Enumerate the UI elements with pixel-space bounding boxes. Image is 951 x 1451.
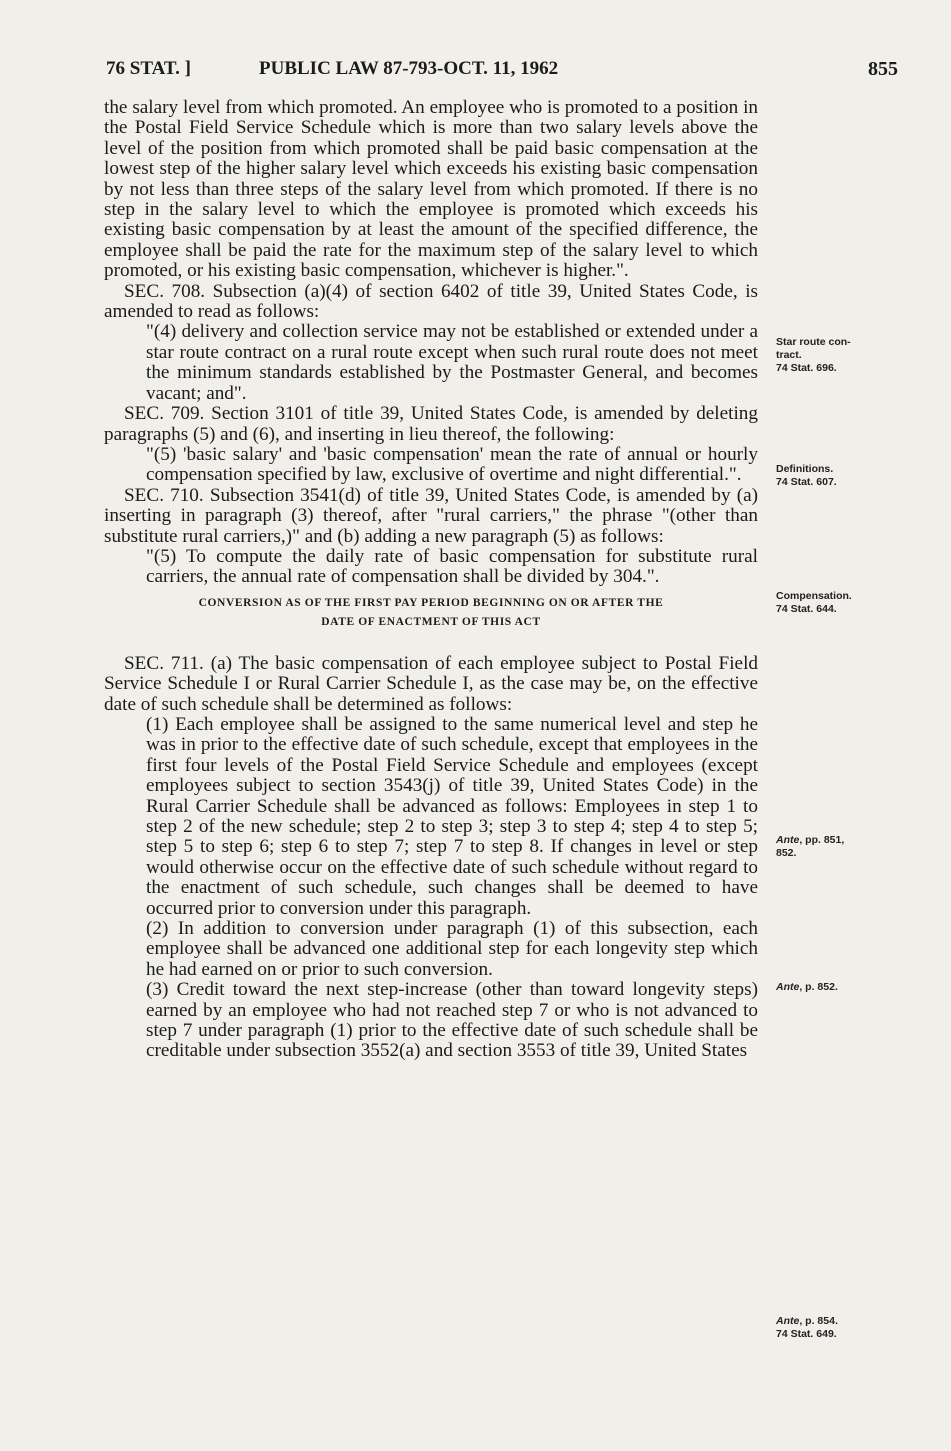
- section-711-para-1: (1) Each employee shall be assigned to the same numerical level and step he was in prior to the effective date of such schedule, except that employees in the first four levels of the Postal Field Service Schedule and employees (except employees subject to section 3543(j) of title 39, United States Code) in the Rural Carrier Schedule shall be advanced as follows: Employees in step 1 to step 2 of the new schedule; step 2 to step 3; step 3 to step 4; step 4 to step 5; step 5 to step 6; step 6 to step 7; step 7 to step 8. If changes in level or step would otherwise occur on the effective date of such schedule without regard to the enactment of such schedule, such changes shall be deemed to have occurred prior to conversion under this paragraph.: [146, 713, 758, 919]
- page-header: [106, 58, 898, 88]
- margin-note-definitions: Definitions. 74 Stat. 607.: [776, 463, 837, 488]
- section-709-quote: "(5) 'basic salary' and 'basic compensation' mean the rate of annual or hourly compensation specified by law, exclusive of overtime and night differential.".: [146, 443, 758, 486]
- section-711-para-3: (3) Credit toward the next step-increase (other than toward longevity steps) earned by an employee who had not reached step 7 or who is not advanced to step 7 under paragraph (1) prior to the effective date of such schedule shall be creditable under subsection 3552(a) and section 3553 of title 39, United States: [146, 979, 758, 1062]
- conversion-heading-line1: CONVERSION AS OF THE FIRST PAY PERIOD BEGINNING ON OR AFTER THE: [198, 596, 664, 609]
- section-711-para-2: (2) In addition to conversion under paragraph (1) of this subsection, each employee shall be advanced one additional step for each longevity step which he had earned on or prior to such conversion.: [146, 918, 758, 980]
- paragraph-continuation: the salary level from which promoted. An employee who is promoted to a position in the Postal Field Service Schedule which is more than two salary levels above the level of the position from which promoted shall be paid basic compensation at the lowest step of the higher salary level which exceeds his existing basic compensation by not less than three steps of the salary level from which promoted. If there is no step in the salary level to which the employee is promoted which exceeds his existing basic compensation by at least the amount of the specified difference, the employee shall be paid the rate for the maximum step of the salary level to which promoted, or his existing basic compensation, whichever is higher.".: [104, 97, 758, 282]
- statute-volume: 76 STAT. ]: [106, 58, 191, 79]
- section-708-quote: "(4) delivery and collection service may not be established or extended under a star route contract on a rural route except when such rural route does not meet the minimum standards established by the Postmaster General, and becomes vacant; and".: [146, 321, 758, 404]
- section-710-quote: "(5) To compute the daily rate of basic compensation for substitute rural carriers, the annual rate of compensation shall be divided by 304.".: [146, 545, 758, 588]
- margin-note-star-route: Star route con- tract. 74 Stat. 696.: [776, 336, 851, 374]
- page-number: 855: [868, 58, 898, 80]
- section-709: SEC. 709. Section 3101 of title 39, United States Code, is amended by deleting paragraphs (5) and (6), and inserting in lieu thereof, the following:: [104, 403, 758, 445]
- margin-note-ante-852: Ante, p. 852.: [776, 981, 838, 993]
- margin-note-compensation: Compensation. 74 Stat. 644.: [776, 590, 852, 615]
- running-title: PUBLIC LAW 87-793-OCT. 11, 1962: [259, 58, 559, 79]
- margin-note-ante-854: Ante, p. 854. 74 Stat. 649.: [776, 1315, 838, 1340]
- margin-note-ante-851: Ante, pp. 851, 852.: [776, 834, 845, 859]
- section-710: SEC. 710. Subsection 3541(d) of title 39, United States Code, is amended by (a) inserting in paragraph (3) thereof, after "rural carriers," the phrase "(other than substitute rural carriers,)" and (b) adding a new paragraph (5) as follows:: [104, 484, 758, 547]
- section-711: SEC. 711. (a) The basic compensation of each employee subject to Postal Field Service Schedule I or Rural Carrier Schedule I, as the case may be, on the effective date of such schedule shall be determined as follows:: [104, 652, 758, 715]
- conversion-heading: [104, 594, 758, 632]
- main-text: [104, 98, 758, 1062]
- conversion-heading-line2: DATE OF ENACTMENT OF THIS ACT: [321, 615, 541, 628]
- section-708: SEC. 708. Subsection (a)(4) of section 6402 of title 39, United States Code, is amended to read as follows:: [104, 280, 758, 323]
